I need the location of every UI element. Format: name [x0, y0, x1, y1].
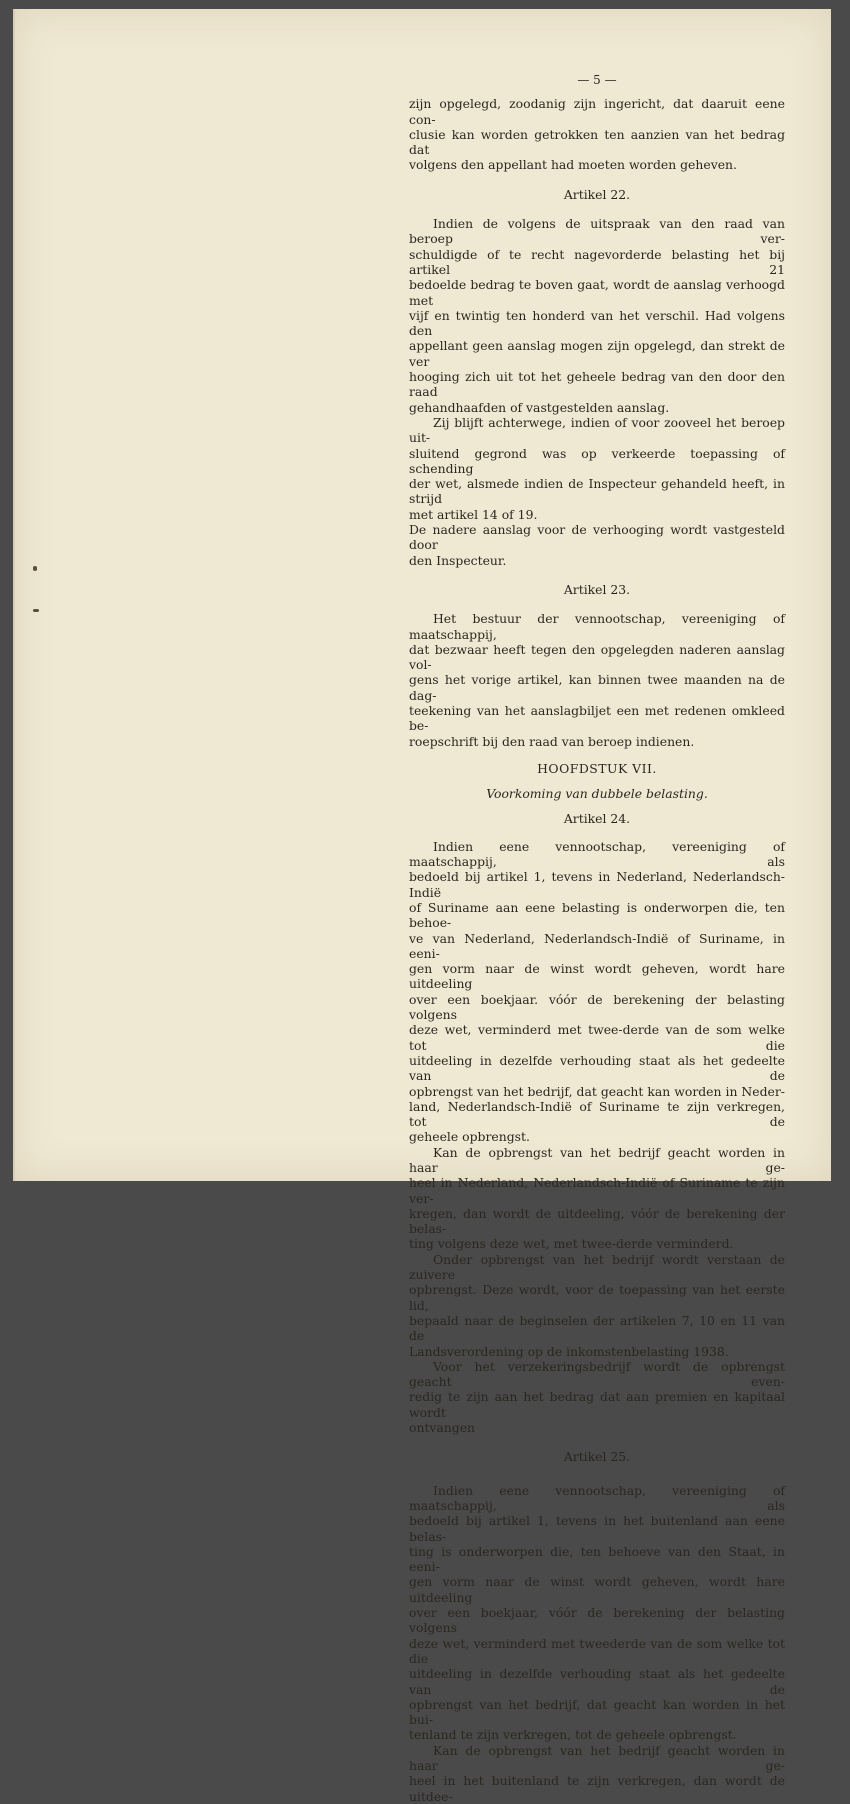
text-line: kregen, dan wordt de uitdeeling, vóór de berekening der belas- — [409, 1205, 785, 1237]
text-line: gens het vorige artikel, kan binnen twee maanden na de dag- — [409, 672, 785, 703]
chapter-subtitle: Voorkoming van dubbele belasting. — [486, 786, 708, 802]
article-24-heading: Artikel 24. — [563, 811, 631, 827]
text-line: deze wet, verminderd met tweederde van de som welke tot die — [409, 1635, 785, 1666]
text-line: dat bezwaar heeft tegen den opgelegden naderen aanslag vol- — [409, 641, 785, 673]
text-line: bedoeld bij artikel 1, tevens in het buitenland aan eene belas- — [409, 1513, 785, 1544]
article-25-heading: Artikel 25. — [563, 1449, 631, 1465]
text-line: ontvangen — [409, 1420, 476, 1436]
article-22-heading: Artikel 22. — [563, 186, 631, 202]
text-line: Het bestuur der vennootschap, vereeniging of maatschappij, — [409, 611, 785, 642]
article-23-paragraph-1 — [409, 611, 785, 749]
text-line: over een boekjaar, vóór de berekening der belasting volgens — [409, 1605, 785, 1636]
text-line: De nadere aanslag voor de verhooging wordt vastgesteld door — [409, 522, 785, 553]
text-line: gehandhaafden of vastgestelden aanslag. — [409, 399, 670, 415]
text-line: gen vorm naar de winst wordt geheven, wordt hare uitdeeling — [409, 961, 785, 992]
text-line: gen vorm naar de winst wordt geheven, wordt hare uitdeeling — [409, 1574, 785, 1605]
text-line: heel in Nederland, Nederlandsch-Indië of Suriname te zijn ver- — [409, 1175, 785, 1206]
article-24-paragraph-3 — [409, 1252, 785, 1359]
text-line: hooging zich uit tot het geheele bedrag van den door den raad — [409, 369, 785, 400]
text-line: ting volgens deze wet, met twee-derde verminderd. — [409, 1236, 734, 1252]
article-25-paragraph-2 — [409, 1743, 785, 1804]
text-line: Kan de opbrengst van het bedrijf geacht worden in haar ge- — [409, 1742, 785, 1773]
text-line: vijf en twintig ten honderd van het verschil. Had volgens den — [409, 307, 785, 339]
text-line: redig te zijn aan het bedrag dat aan premien en kapitaal wordt — [409, 1389, 785, 1420]
punch-mark-upper — [33, 566, 37, 571]
text-line: Kan de opbrengst van het bedrijf geacht worden in haar ge- — [409, 1144, 785, 1175]
article-25-paragraph-1 — [409, 1483, 785, 1743]
text-line: deze wet, verminderd met twee-derde van de som welke tot die — [409, 1022, 785, 1053]
text-line: Voor het verzekeringsbedrijf wordt de opbrengst geacht even- — [409, 1358, 785, 1390]
text-line: opbrengst van het bedrijf, dat geacht kan worden in Neder- — [409, 1083, 785, 1099]
text-line: Indien de volgens de uitspraak van den raad van beroep ver- — [409, 216, 785, 247]
text-line: clusie kan worden getrokken ten aanzien van het bedrag dat — [409, 126, 785, 158]
document-page — [13, 9, 831, 1804]
text-line: bedoeld bij artikel 1, tevens in Nederland, Nederlandsch-Indië — [409, 869, 785, 900]
punch-mark-lower — [33, 609, 39, 612]
article-22-paragraph-3 — [409, 522, 785, 568]
text-line: bedoelde bedrag te boven gaat, wordt de aanslag verhoogd met — [409, 277, 785, 308]
text-line: appellant geen aanslag mogen zijn opgelegd, dan strekt de ver — [409, 338, 785, 369]
text-line: schuldigde of te recht nagevorderde belasting het bij artikel 21 — [409, 246, 785, 277]
text-line: Zij blijft achterwege, indien of voor zooveel het beroep uit- — [409, 414, 785, 446]
article-24-paragraph-4 — [409, 1359, 785, 1435]
text-line: tenland te zijn verkregen, tot de geheele opbrengst. — [409, 1727, 737, 1743]
text-line: of Suriname aan eene belasting is onderworpen die, ten behoe- — [409, 899, 785, 931]
text-line: Onder opbrengst van het bedrijf wordt verstaan de zuivere — [409, 1251, 785, 1283]
article-24-paragraph-1 — [409, 839, 785, 1145]
text-line: opbrengst. Deze wordt, voor de toepassing van het eerste lid, — [409, 1282, 785, 1313]
text-line: sluitend gegrond was op verkeerde toepassing of schending — [409, 445, 785, 476]
article-22-paragraph-2 — [409, 415, 785, 522]
chapter-title: HOOFDSTUK VII. — [537, 760, 657, 776]
text-line: land, Nederlandsch-Indië of Suriname te zijn verkregen, tot de — [409, 1098, 785, 1130]
text-line: uitdeeling in dezelfde verhouding staat als het gedeelte van de — [409, 1666, 785, 1697]
text-line: met artikel 14 of 19. — [409, 506, 538, 522]
text-line: zijn opgelegd, zoodanig zijn ingericht, dat daaruit eene con- — [409, 96, 785, 127]
text-line: volgens den appellant had moeten worden geheven. — [409, 157, 737, 173]
article-23-heading: Artikel 23. — [563, 581, 631, 597]
text-line: ting is onderworpen die, ten behoeve van den Staat, in eeni- — [409, 1543, 785, 1575]
text-line: teekening van het aanslagbiljet een met redenen omkleed be- — [409, 702, 785, 734]
article-24-paragraph-2 — [409, 1145, 785, 1252]
text-line: den Inspecteur. — [409, 552, 507, 568]
text-line: geheele opbrengst. — [409, 1129, 530, 1145]
text-line: over een boekjaar. vóór de berekening der belasting volgens — [409, 991, 785, 1023]
page-edge — [13, 9, 15, 1181]
text-line: roepschrift bij den raad van beroep indienen. — [409, 733, 695, 749]
text-line: der wet, alsmede indien de Inspecteur gehandeld heeft, in strijd — [409, 476, 785, 507]
document-text — [409, 73, 785, 1804]
text-line: heel in het buitenland te zijn verkregen, dan wordt de uitdee- — [409, 1773, 785, 1804]
text-line: uitdeeling in dezelfde verhouding staat als het gedeelte van de — [409, 1052, 785, 1084]
article-22-paragraph-1 — [409, 216, 785, 415]
intro-paragraph — [409, 96, 785, 172]
text-line: Landsverordening op de inkomstenbelasting 1938. — [409, 1343, 729, 1359]
text-line: ve van Nederland, Nederlandsch-Indië of Suriname, in eeni- — [409, 930, 785, 961]
text-line: opbrengst van het bedrijf, dat geacht kan worden in het bui- — [409, 1696, 785, 1728]
text-line: Indien eene vennootschap, vereeniging of maatschappij, als — [409, 838, 785, 870]
text-line: bepaald naar de beginselen der artikelen 7, 10 en 11 van de — [409, 1312, 785, 1344]
text-line: Indien eene vennootschap, vereeniging of maatschappij, als — [409, 1482, 785, 1513]
page-number: — 5 — — [577, 73, 617, 87]
